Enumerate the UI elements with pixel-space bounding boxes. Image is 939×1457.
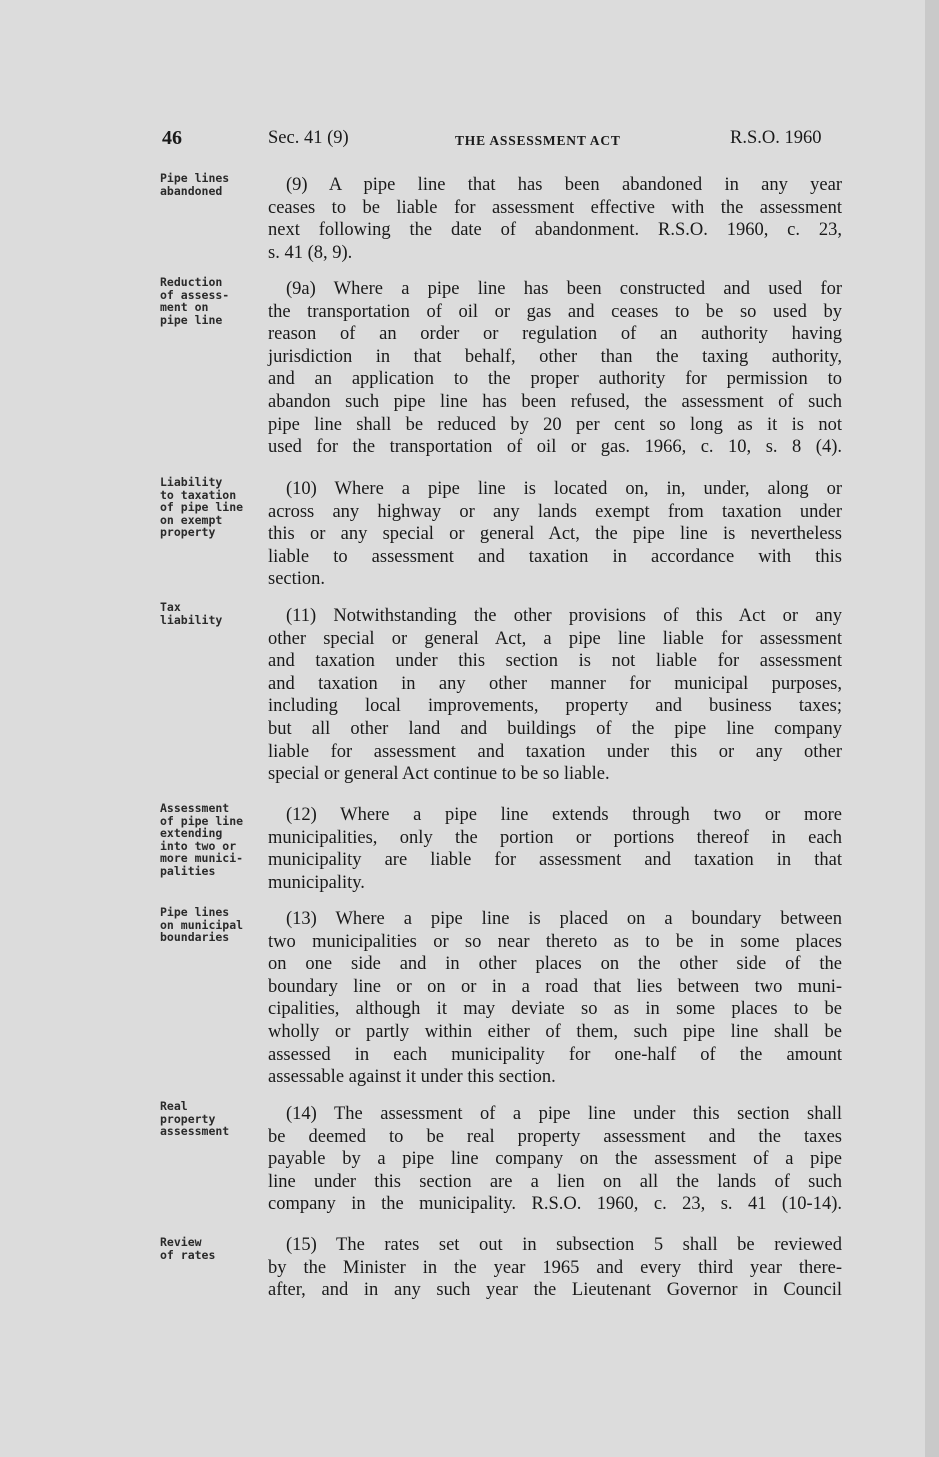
- text-line: payable by a pipe line company on the assessment of a pipe: [268, 1149, 842, 1170]
- sidenote: [160, 1236, 268, 1261]
- text-line: used for the transportation of oil or gas. 1966, c. 10, s. 8 (4).: [268, 437, 842, 458]
- sidenote-line: extending: [160, 826, 223, 840]
- sidenote-line: pipe line: [160, 312, 223, 327]
- text-line: jurisdiction in that behalf, other than the taxing authority,: [268, 346, 842, 367]
- sidenote-line: Tax: [160, 600, 181, 614]
- text-line: the transportation of oil or gas and ceases to be so used by: [268, 301, 842, 322]
- sidenote-line: property: [160, 525, 216, 539]
- sidenote-line: on municipal: [160, 917, 244, 932]
- sidenote-line: property: [160, 1111, 216, 1126]
- sidenote-line: to taxation: [160, 487, 237, 502]
- text-line: municipalities, only the portion or portions thereof in each: [268, 827, 842, 848]
- subsection-11: [268, 605, 842, 786]
- text-line: and an application to the proper authority for permission to: [268, 369, 842, 390]
- page-edge-shadow: [925, 0, 939, 1457]
- text-line: abandon such pipe line has been refused, the assessment of such: [268, 391, 842, 412]
- sidenote-line: boundaries: [160, 930, 230, 944]
- sidenote-line: liability: [160, 612, 223, 627]
- subsection-9a: [268, 278, 842, 459]
- edition-reference: R.S.O. 1960: [730, 128, 822, 148]
- sidenote-line: on exempt: [160, 512, 223, 527]
- subsection-10: [268, 478, 842, 591]
- text-line: (10) Where a pipe line is located on, in, under, along or: [286, 479, 842, 499]
- sidenote-line: ment on: [160, 300, 209, 314]
- text-line: (15) The rates set out in subsection 5 shall be reviewed: [286, 1235, 842, 1255]
- running-title: THE ASSESSMENT ACT: [455, 133, 621, 148]
- sidenote-line: Real: [160, 1099, 188, 1113]
- sidenote: [160, 276, 268, 326]
- sidenote-line: abandoned: [160, 183, 223, 198]
- sidenote-line: assessment: [160, 1124, 230, 1138]
- text-line: (9a) Where a pipe line has been constructed and used for: [286, 279, 842, 299]
- text-line: be deemed to be real property assessment and the taxes: [268, 1126, 842, 1147]
- text-line: line under this section are a lien on all the lands of such: [268, 1171, 842, 1192]
- text-line: and taxation under this section is not liable for assessment: [268, 651, 842, 672]
- sidenote-line: more munici-: [160, 851, 244, 865]
- sidenote: [160, 172, 268, 197]
- text-line: assessable against it under this section.: [268, 1067, 556, 1088]
- text-line: cipalities, although it may deviate so as in some places to be: [268, 999, 842, 1020]
- page-number: 46: [162, 127, 182, 149]
- text-line: (13) Where a pipe line is placed on a boundary between: [286, 909, 842, 929]
- text-line: boundary line or on or in a road that lies between two muni-: [268, 976, 842, 997]
- text-line: municipality.: [268, 872, 365, 893]
- text-line: including local improvements, property and business taxes;: [268, 696, 842, 717]
- sidenote-line: palities: [160, 863, 216, 878]
- section-reference: Sec. 41 (9): [268, 128, 349, 148]
- sidenote-line: of rates: [160, 1247, 216, 1262]
- text-line: s. 41 (8, 9).: [268, 242, 353, 263]
- text-line: two municipalities or so near thereto as to be in some places: [268, 931, 842, 952]
- text-line: other special or general Act, a pipe line liable for assessment: [268, 628, 842, 649]
- text-line: liable to assessment and taxation in accordance with this: [268, 546, 842, 567]
- text-line: next following the date of abandonment. R.S.O. 1960, c. 23,: [268, 220, 842, 241]
- text-line: (11) Notwithstanding the other provisions of this Act or any: [286, 606, 842, 626]
- sidenote-line: Reduction: [160, 275, 223, 289]
- sidenote-line: Review: [160, 1235, 202, 1249]
- text-line: this or any special or general Act, the pipe line is nevertheless: [268, 524, 842, 545]
- sidenote: [160, 601, 268, 626]
- sidenote-line: Pipe lines: [160, 171, 230, 185]
- text-line: company in the municipality. R.S.O. 1960, c. 23, s. 41 (10-14).: [268, 1194, 842, 1215]
- sidenote-line: of pipe line: [160, 500, 244, 514]
- subsection-15: [268, 1234, 842, 1302]
- text-line: across any highway or any lands exempt from taxation under: [268, 501, 842, 522]
- text-line: (12) Where a pipe line extends through two or more: [286, 805, 842, 825]
- sidenote-line: Liability: [160, 475, 223, 489]
- text-line: but all other land and buildings of the pipe line company: [268, 718, 842, 739]
- text-line: liable for assessment and taxation under this or any other: [268, 741, 842, 762]
- subsection-14: [268, 1103, 842, 1216]
- text-line: wholly or partly within either of them, such pipe line shall be: [268, 1021, 842, 1042]
- text-line: on one side and in other places on the other side of the: [268, 954, 842, 975]
- sidenote: [160, 906, 268, 944]
- text-line: section.: [268, 569, 326, 590]
- text-line: municipality are liable for assessment and taxation in that: [268, 850, 842, 871]
- text-line: (9) A pipe line that has been abandoned in any year: [286, 175, 842, 195]
- sidenote: [160, 476, 268, 539]
- text-line: pipe line shall be reduced by 20 per cent so long as it is not: [268, 414, 842, 435]
- sidenote-line: Pipe lines: [160, 905, 230, 919]
- sidenote-line: into two or: [160, 838, 237, 853]
- text-line: special or general Act continue to be so liable.: [268, 764, 610, 785]
- sidenote-line: Assessment: [160, 801, 230, 815]
- subsection-9: [268, 174, 842, 264]
- text-line: by the Minister in the year 1965 and every third year there-: [268, 1257, 842, 1278]
- subsection-13: [268, 908, 842, 1089]
- sidenote-line: of assess-: [160, 287, 230, 302]
- text-line: after, and in any such year the Lieutenant Governor in Council: [268, 1280, 842, 1301]
- sidenote-line: of pipe line: [160, 813, 244, 828]
- sidenote: [160, 1100, 268, 1138]
- subsection-12: [268, 804, 842, 894]
- text-line: (14) The assessment of a pipe line under this section shall: [286, 1104, 842, 1124]
- sidenote: [160, 802, 268, 877]
- text-line: reason of an order or regulation of an authority having: [268, 324, 842, 345]
- text-line: and taxation in any other manner for municipal purposes,: [268, 673, 842, 694]
- text-line: assessed in each municipality for one-half of the amount: [268, 1044, 842, 1065]
- text-line: ceases to be liable for assessment effective with the assessment: [268, 197, 842, 218]
